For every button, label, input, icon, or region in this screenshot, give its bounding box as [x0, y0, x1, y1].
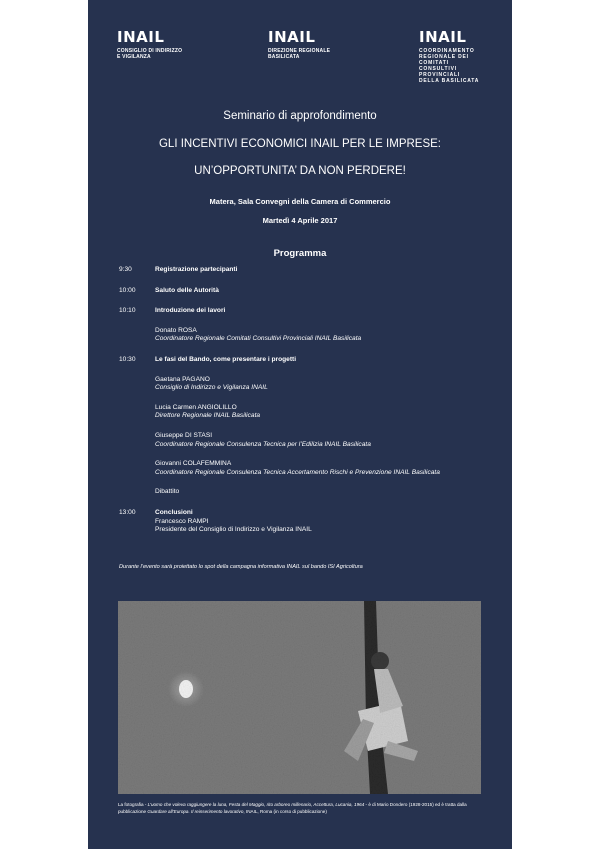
seminar-subtitle: Seminario di approfondimento [223, 110, 377, 122]
program-label: Saluto delle Autorità [155, 286, 219, 294]
speaker-role: Coordinatore Regionale Consulenza Tecnica per l’Edilizia INAIL Basilicata [155, 440, 371, 448]
speaker-name: Gaetana PAGANO [155, 375, 210, 383]
speaker-name: Lucia Carmen ANGIOLILLO [155, 403, 237, 411]
inail-logo-text: INAIL [117, 28, 165, 46]
program-item [119, 356, 499, 497]
photo-illustration [118, 601, 481, 794]
program-heading: Programma [273, 248, 327, 259]
speaker-role: Coordinatore Regionale Comitati Consultivi Provinciali INAIL Basilicata [155, 335, 362, 343]
photo-caption: La fotografia - L’uomo che voleva raggiungere la luna, Festa del Maggio, rito arboreo millenario, Accettura, Lucania, 1964 - è di Mario Dondero (1928-2015) ed è tratta dalla pubblicazione Guardare all’Europa. Il reinserimento lavorativo, INAIL, Roma (in corso di pubblicazione) [118, 802, 467, 814]
program-label: Conclusioni [155, 508, 193, 516]
program-label: Registrazione partecipanti [155, 266, 238, 273]
speaker-name: Giovanni COLAFEMMINA [155, 460, 232, 468]
program-item [119, 307, 499, 344]
logo-subtitle: CONSIGLIO DI INDIRIZZO E VIGILANZA [117, 48, 183, 60]
program-label: Le fasi del Bando, come presentare i progetti [155, 355, 297, 363]
program-time: 10:00 [119, 286, 136, 294]
program-time: 9:30 [119, 266, 132, 273]
logo-direzione-regionale [268, 30, 330, 60]
climber-head [371, 652, 389, 670]
event-note: Durante l’evento sarà proiettato lo spot della campagna informativa INAIL sul bando ISI Agricoltura [119, 564, 363, 570]
speaker-name: Donato ROSA [155, 326, 197, 334]
event-venue: Matera, Sala Convegni della Camera di Commercio [209, 197, 391, 206]
speaker [155, 432, 499, 449]
speaker [155, 460, 499, 477]
moon [179, 680, 193, 698]
program-label: Introduzione dei lavori [155, 307, 226, 315]
event-date: Martedì 4 Aprile 2017 [262, 216, 338, 225]
logo-civ [117, 30, 182, 60]
event-title-line-2: UN’OPPORTUNITA’ DA NON PERDERE! [194, 165, 406, 177]
speaker-role: Coordinatore Regionale Consulenza Tecnica Accertamento Rischi e Prevenzione INAIL Basilicata [155, 468, 440, 476]
event-poster [88, 0, 512, 849]
speaker [155, 327, 499, 344]
speaker-name: Francesco RAMPI [155, 517, 209, 525]
speaker-role: Presidente del Consiglio di Indirizzo e Vigilanza INAIL [155, 526, 312, 534]
program-time: 10:10 [119, 307, 136, 315]
inail-logo-text: INAIL [268, 28, 316, 46]
program-time: 13:00 [119, 508, 136, 516]
program-time: 10:30 [119, 355, 136, 363]
program-item [119, 509, 499, 535]
speaker-name: Giuseppe DI STASI [155, 431, 213, 439]
inail-logo-text: INAIL [419, 28, 467, 46]
debate-label: Dibattito [155, 488, 180, 496]
event-photo [118, 601, 481, 794]
program-item [119, 266, 499, 275]
logo-subtitle: DIREZIONE REGIONALE BASILICATA [268, 48, 331, 60]
speaker [155, 404, 499, 421]
program-list [119, 266, 499, 535]
speaker [155, 376, 499, 393]
speaker-role: Consiglio di Indirizzo e Vigilanza INAIL [155, 384, 268, 392]
speaker [155, 518, 499, 535]
program-item [119, 287, 499, 296]
speaker-role: Direttore Regionale INAIL Basilicata [155, 412, 261, 420]
logo-subtitle: COORDINAMENTO REGIONALE DEI COMITATI CONSULTIVI PROVINCIALI DELLA BASILICATA [419, 48, 480, 84]
event-title-line-1: GLI INCENTIVI ECONOMICI INAIL PER LE IMPRESE: [158, 138, 442, 150]
logo-coordinamento [419, 30, 479, 84]
